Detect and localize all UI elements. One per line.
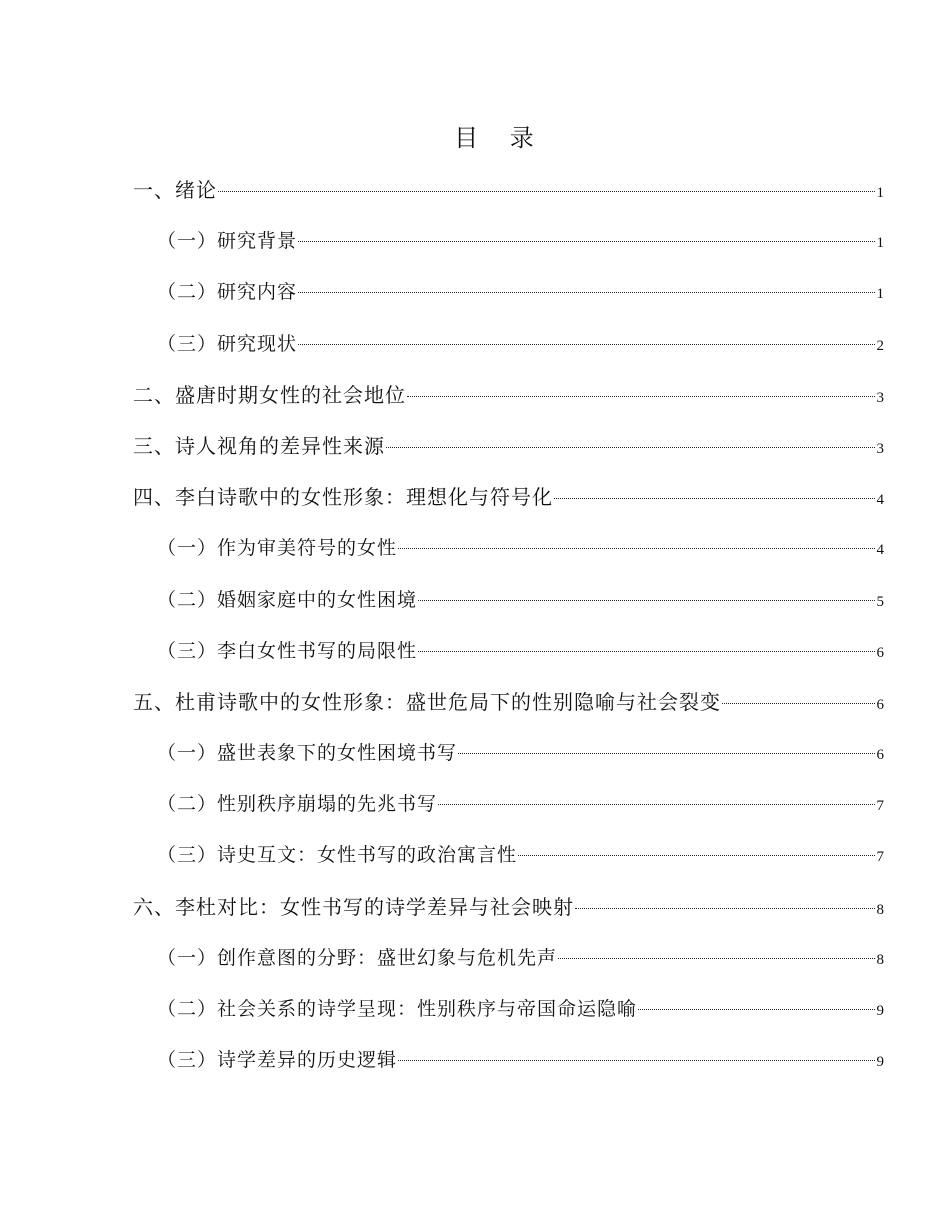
toc-entry-label: 一、绪论 xyxy=(133,178,217,202)
dot-leader xyxy=(418,600,875,601)
toc-page-number: 4 xyxy=(876,542,884,559)
toc-entry-label: （一）作为审美符号的女性 xyxy=(157,537,398,560)
toc-entry[interactable] xyxy=(133,731,884,782)
toc-entry-label: （二）婚姻家庭中的女性困境 xyxy=(157,588,418,611)
toc-entry-label: （一）盛世表象下的女性困境书写 xyxy=(157,742,458,765)
toc-page-number: 1 xyxy=(876,286,884,303)
toc-entry-label: 五、杜甫诗歌中的女性形象：盛世危局下的性别隐喻与社会裂变 xyxy=(133,689,721,714)
toc-page-number: 6 xyxy=(876,696,884,713)
toc-entry-label: （三）李白女性书写的局限性 xyxy=(157,639,418,662)
toc-entry-label: 四、李白诗歌中的女性形象：理想化与符号化 xyxy=(133,485,553,510)
toc-entry-label: （一）研究背景 xyxy=(157,230,298,253)
dot-leader xyxy=(558,958,875,959)
toc-entry[interactable] xyxy=(133,424,884,475)
toc-entry[interactable] xyxy=(133,1038,884,1089)
toc-entry-label: （三）诗史互文：女性书写的政治寓言性 xyxy=(157,844,518,867)
toc-entry-label: （三）研究现状 xyxy=(157,332,298,355)
toc-page-number: 3 xyxy=(876,440,884,457)
toc-entry[interactable] xyxy=(133,578,884,629)
toc-page-number: 1 xyxy=(876,185,884,201)
toc-page-number: 3 xyxy=(876,389,884,406)
toc-page-number: 7 xyxy=(876,849,884,866)
toc-entry-label: 二、盛唐时期女性的社会地位 xyxy=(133,382,406,407)
toc-list xyxy=(133,168,884,1089)
toc-page-number: 7 xyxy=(876,798,884,815)
dot-leader xyxy=(438,804,875,805)
dot-leader xyxy=(554,498,875,499)
toc-page-number: 6 xyxy=(876,747,884,764)
dot-leader xyxy=(458,753,875,754)
dot-leader xyxy=(298,241,875,242)
toc-entry[interactable] xyxy=(133,526,884,577)
toc-entry[interactable] xyxy=(133,168,884,219)
toc-entry-label: （二）研究内容 xyxy=(157,281,298,304)
dot-leader xyxy=(575,908,875,909)
toc-entry[interactable] xyxy=(133,475,884,526)
toc-page-number: 2 xyxy=(876,337,884,354)
toc-page-number: 5 xyxy=(876,593,884,610)
toc-entry[interactable] xyxy=(133,833,884,884)
dot-leader xyxy=(398,548,875,549)
toc-page-number: 8 xyxy=(876,901,884,918)
toc-page-number: 6 xyxy=(876,644,884,661)
dot-leader xyxy=(638,1009,875,1010)
toc-entry[interactable] xyxy=(133,936,884,987)
toc-page-number: 9 xyxy=(876,1003,884,1019)
toc-page-number: 8 xyxy=(876,951,884,968)
toc-entry[interactable] xyxy=(133,373,884,424)
toc-entry[interactable] xyxy=(133,782,884,833)
toc-page-number: 4 xyxy=(876,492,884,509)
toc-page-number: 9 xyxy=(876,1054,884,1071)
page-title: 目 录 xyxy=(454,124,546,152)
dot-leader xyxy=(418,651,875,652)
dot-leader xyxy=(298,292,875,293)
toc-entry[interactable] xyxy=(133,885,884,936)
dot-leader xyxy=(218,191,875,192)
toc-entry-label: （二）性别秩序崩塌的先兆书写 xyxy=(157,793,438,816)
dot-leader xyxy=(398,1060,875,1061)
toc-entry[interactable] xyxy=(133,629,884,680)
toc-entry-label: （三）诗学差异的历史逻辑 xyxy=(157,1049,398,1072)
toc-page-number: 1 xyxy=(876,235,884,252)
toc-entry[interactable] xyxy=(133,322,884,373)
toc-entry-label: （二）社会关系的诗学呈现：性别秩序与帝国命运隐喻 xyxy=(157,998,638,1020)
toc-entry-label: 三、诗人视角的差异性来源 xyxy=(133,433,385,458)
toc-entry[interactable] xyxy=(133,270,884,321)
dot-leader xyxy=(298,344,875,345)
dot-leader xyxy=(518,855,875,856)
dot-leader xyxy=(386,447,875,448)
toc-entry-label: 六、李杜对比：女性书写的诗学差异与社会映射 xyxy=(133,894,574,919)
toc-entry[interactable] xyxy=(133,680,884,731)
toc-entry-label: （一）创作意图的分野：盛世幻象与危机先声 xyxy=(157,946,558,969)
toc-entry[interactable] xyxy=(133,219,884,270)
dot-leader xyxy=(722,703,875,704)
dot-leader xyxy=(407,396,875,397)
toc-entry[interactable] xyxy=(133,987,884,1038)
